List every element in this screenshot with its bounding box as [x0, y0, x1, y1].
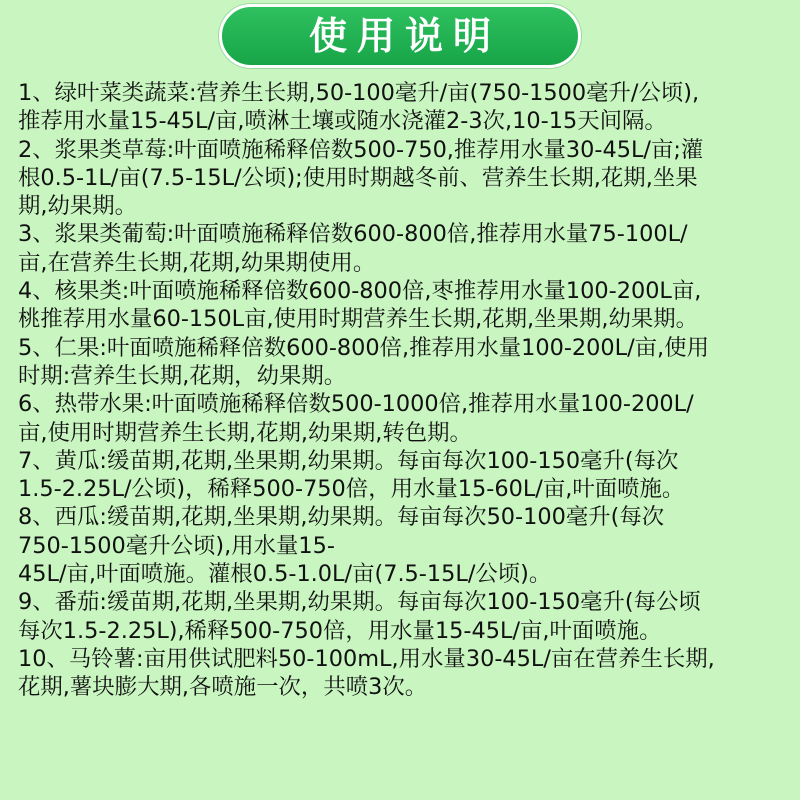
text-line: 1.5-2.25L/公顷)，稀释500-750倍，用水量15-60L/亩,叶面喷施。 — [18, 476, 685, 503]
text-line: 亩,使用时期营养生长期,花期,幼果期,转色期。 — [18, 419, 472, 446]
instructions-text — [18, 79, 788, 702]
text-line: 花期,薯块膨大期,各喷施一次，共喷3次。 — [18, 674, 428, 701]
text-line: 6、热带水果:叶面喷施稀释倍数500-1000倍,推荐用水量100-200L/ — [18, 391, 694, 418]
text-line: 5、仁果:叶面喷施稀释倍数600-800倍,推荐用水量100-200L/亩,使用 — [18, 334, 709, 361]
text-line: 1、绿叶菜类蔬菜:营养生长期,50-100毫升/亩(750-1500毫升/公顷), — [18, 80, 700, 106]
text-line: 750-1500毫升公顷),用水量15- — [18, 532, 335, 559]
text-line: 期,幼果期。 — [18, 193, 138, 220]
text-line: 桃推荐用水量60-150L亩,使用时期营养生长期,花期,坐果期,幼果期。 — [18, 306, 699, 333]
page-title: 使用说明 — [308, 14, 501, 58]
text-line: 4、核果类:叶面喷施稀释倍数600-800倍,枣推荐用水量100-200L亩, — [18, 278, 702, 305]
text-line: 时期:营养生长期,花期，幼果期。 — [18, 362, 347, 389]
text-line: 2、浆果类草莓:叶面喷施稀释倍数500-750,推荐用水量30-45L/亩;灌 — [18, 136, 704, 163]
text-line: 7、黄瓜:缓苗期,花期,坐果期,幼果期。每亩每次100-150毫升(每次 — [18, 447, 679, 474]
text-line: 9、番茄:缓苗期,花期,坐果期,幼果期。每亩每次100-150毫升(每公顷 — [18, 589, 701, 616]
text-line: 45L/亩,叶面喷施。灌根0.5-1.0L/亩(7.5-15L/公顷)。 — [18, 561, 552, 588]
text-line: 根0.5-1L/亩(7.5-15L/公顷);使用时期越冬前、营养生长期,花期,坐果 — [18, 164, 698, 191]
text-line: 推荐用水量15-45L/亩,喷淋土壤或随水浇灌2-3次,10-15天间隔。 — [18, 108, 667, 135]
title-badge — [219, 4, 581, 68]
text-line: 10、马铃薯:亩用供试肥料50-100mL,用水量30-45L/亩在营养生长期, — [18, 645, 715, 672]
text-line: 亩,在营养生长期,花期,幼果期使用。 — [18, 249, 376, 276]
text-line: 每次1.5-2.25L),稀释500-750倍，用水量15-45L/亩,叶面喷施。 — [18, 617, 662, 644]
text-line: 3、浆果类葡萄:叶面喷施稀释倍数600-800倍,推荐用水量75-100L/ — [18, 221, 688, 248]
text-line: 8、西瓜:缓苗期,花期,坐果期,幼果期。每亩每次50-100毫升(每次 — [18, 504, 665, 531]
